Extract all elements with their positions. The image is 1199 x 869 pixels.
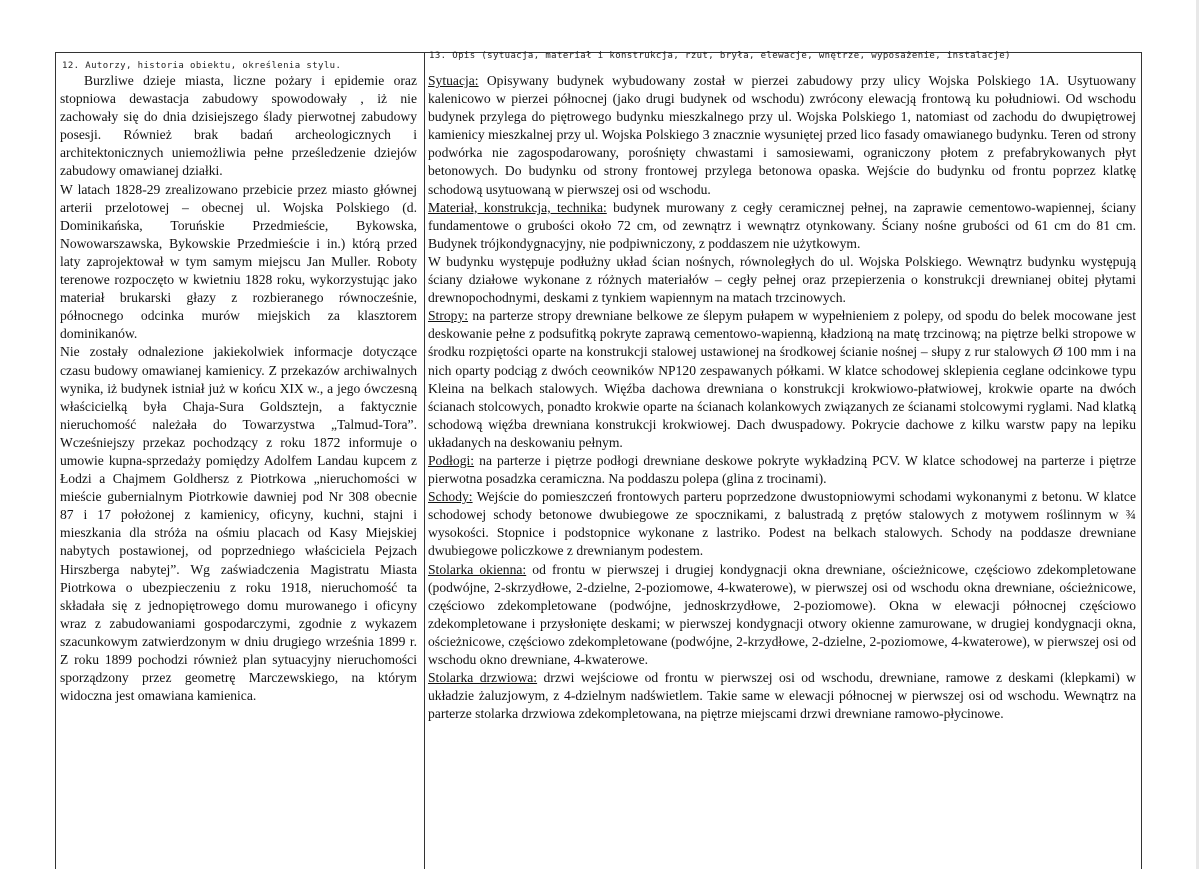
right-section-heading: 13. Opis (sytuacja, materiał i konstrukcja, rzut, bryła, elewacje, wnętrze, wyposażenie, instalacje)	[429, 51, 1011, 61]
desc-label: Stolarka drzwiowa:	[428, 670, 538, 686]
desc-label: Materiał, konstrukcja, technika:	[428, 199, 607, 215]
column-divider	[424, 52, 425, 869]
desc-paragraph-material	[428, 199, 1136, 253]
desc-label: Stropy:	[428, 308, 469, 324]
desc-text: Opisywany budynek wybudowany został w pierzei zabudowy przy ulicy Wojska Polskiego 1A. Usytuowany kalenicowo w pierzei północnej (jako drugi budynek od wschodu) zwrócony elewacją frontową ku południowi. Od wschodu budynek przylega do piętrowego budynku mieszkalnego przy ul. Wojska Polskiego 1, natomiast od zachodu do dwupiętrowej kamienicy mieszkalnej przy ul. Wojska Polskiego 3 znacznie wysuniętej przed lico fasady omawianego budynku. Teren od strony podwórka nie zagospodarowany, porośnięty chwastami i samosiewami, ograniczony płotem z prefabrykowanych płyt betonowych. Do budynku od strony frontowej przylega betonowa opaska. Wejście do budynku od frontu poprzez klatkę schodową usytuowaną w pierwszej osi od wschodu.	[428, 73, 1136, 197]
desc-label: Schody:	[428, 489, 473, 505]
left-section-heading: 12. Autorzy, historia obiektu, określenia stylu.	[62, 61, 342, 71]
desc-label: Podłogi:	[428, 452, 475, 468]
desc-label: Stolarka okienna:	[428, 561, 527, 577]
desc-paragraph-floors	[428, 452, 1136, 488]
desc-text: Wejście do pomieszczeń frontowych parteru poprzedzone dwustopniowymi schodami wykonanymi z betonu. W klatce schodowej schody betonowe dwubiegowe ze spocznikami, z balustradą z prętów stalowych z motywem roślinnym w ¾ wysokości. Stopnice i podstopnice wykonane z lastriko. Podest na belkach stalowych. Schody na poddasze drewniane dwubiegowe policzkowe z drewnianym podestem.	[428, 489, 1136, 559]
desc-paragraph-doors	[428, 669, 1136, 723]
frame-left-rule	[55, 52, 56, 869]
frame-right-rule	[1141, 52, 1142, 869]
desc-text: na parterze stropy drewniane belkowe ze ślepym pułapem w wypełnieniem z polepy, od spodu do belek mocowane jest deskowanie pełne z podsufitką pokryte zaprawą cementowo-wapienną, kładzioną na matę trzcinową; na piętrze belki stropowe w środku rozpiętości oparte na konstrukcji stalowej ustawionej na środkowej ścianie nośnej – słupy z rur stalowych Ø 100 mm i na nich oparty podciąg z dwóch ceowników NP120 zespawanych półkami. W klatce schodowej sklepienia ceglane odcinkowe typu Kleina na belkach stalowych. Więźba dachowa drewniana o konstrukcji krokwiowo-płatwiowej, krokwie oparte na dwóch ścianach stolcowych, ponadto krokwie oparte na ścianach kolankowych związanych ze ścianami stolcowymi ryglami. Nad klatką schodową więźba drewniana konstrukcji krokwiowej. Dach dwuspadowy. Pokrycie dachowe z kilku warstw papy na lepiku układanych na deskowaniu pełnym.	[428, 308, 1136, 450]
history-paragraph-2: W latach 1828-29 zrealizowano przebicie przez miasto głównej arterii przelotowej – obecnej ul. Wojska Polskiego (d. Dominikańska, Toruńskie Przedmieście, Bykowska, Nowowarszawska, Bykowskie Przedmieście i in.) którą przed laty zaprojektował w tym samym miejscu Jan Muller. Roboty terenowe rozpoczęto w kwietniu 1828 roku, wykorzystując jako materiał brukarski głazy z rozbieranego równocześnie, północnego odcinka murów miejskich za klasztorem dominikanów.	[60, 181, 417, 342]
desc-label: Sytuacja:	[428, 73, 479, 88]
desc-paragraph-situation	[428, 72, 1136, 199]
desc-paragraph-stairs	[428, 488, 1136, 560]
desc-text: od frontu w pierwszej i drugiej kondygnacji okna drewniane, ościeżnicowe, częściowo zdekompletowane (podwójne, 2-skrzydłowe, 2-dzielne, 2-poziomowe, 4-kwaterowe), w pierwszej osi od wschodu okna drewniane, ościeżnicowe, częściowo zdekompletowane (podwójne, jednoskrzydłowe, 2-poziomowe). Okna w elewacji północnej częściowo zdekompletowane i przysłonięte deskami; w pierwszej kondygnacji otwory okienne zamurowane, w drugiej kondygnacji okna, ościeżnicowe, częściowo zdekompletowane (podwójne, 2-krzydłowe, 2-dzielne, 2-poziomowe, 4-kwaterowe), w pierwszej osi od wschodu okno drewniane, 4-kwaterowe.	[428, 561, 1136, 667]
desc-text: na parterze i piętrze podłogi drewniane deskowe pokryte wykładziną PCV. W klatce schodowej na parterze i piętrze pierwotna posadzka ceramiczna. Na poddaszu polepa (glina z trocinami).	[428, 452, 1136, 487]
history-paragraph-3: Nie zostały odnalezione jakiekolwiek informacje dotyczące czasu budowy omawianej kamienicy. Z przekazów archiwalnych wynika, iż budynek istniał już w końcu XIX w., a jego ówczesną właścicielką była Chaja-Sura Goldsztejn, a faktycznie nieruchomość należała do Towarzystwa „Talmud-Tora”. Wcześniejszy przekaz pochodzący z roku 1872 informuje o umowie kupna-sprzedaży pomiędzy Adolfem Landau kupcem z Łodzi a Chajmem Goldhersz z Piotrkowa „nieruchomości w mieście gubernialnym Piotrkowie dawniej pod Nr 308 obecnie 87 i 17 położonej z kamienicy, oficyny, kuchni, stajni i mieszkania dla stróża na ośmiu placach od Kasy Miejskiej nabytych postawionej, od poprzedniego właściciela Pejzach Hirszberga nabytej”. Wg zaświadczenia Magistratu Miasta Piotrkowa o ubezpieczeniu z roku 1918, nieruchomość ta składała się z jednopiętrowego domu murowanego i oficyny wraz z zabudowaniami gospodarczymi, zgodnie z wykazem szacunkowym zatwierdzonym w dniu drugiego września 1899 r. Z roku 1899 pochodzi również plan sytuacyjny nieruchomości sporządzony przez geometrę Marczewskiego, na którym widoczna jest omawiana kamienica.	[60, 344, 417, 704]
desc-text: W budynku występuje podłużny układ ścian nośnych, równoległych do ul. Wojska Polskiego. Wewnątrz budynku występują ściany działowe wykonane z różnych materiałów – cegły pełnej oraz przepierzenia o konstrukcji drewnianej obitej płytami drewnopochodnymi, deskami z tynkiem wapiennym na matach trzcinowych.	[428, 253, 1136, 306]
desc-paragraph-ceilings	[428, 307, 1136, 452]
desc-paragraph-windows	[428, 561, 1136, 670]
history-column	[60, 72, 417, 705]
description-column	[428, 72, 1136, 723]
history-paragraph-1: Burzliwe dzieje miasta, liczne pożary i epidemie oraz stopniowa dewastacja zabudowy spowodowały , iż nie zachowały się do dnia dzisiejszego ślady pierwotnej zabudowy posesji. Również brak badań archeologicznych i architektonicznych uniemożliwia pełne prześledzenie dziejów zabudowy omawianej działki.	[60, 73, 417, 179]
desc-paragraph-walls	[428, 253, 1136, 307]
desc-text: budynek murowany z cegły ceramicznej pełnej, na zaprawie cementowo-wapiennej, ściany fundamentowe o grubości około 72 cm, od zewnątrz i wewnątrz otynkowany. Ściany nośne grubości od 61 cm do 81 cm. Budynek trójkondygnacyjny, nie podpiwniczony, z poddaszem nie użytkowym.	[428, 199, 1136, 251]
desc-text: drzwi wejściowe od frontu w pierwszej osi od wschodu, drewniane, ramowe z deskami (klepkami) w układzie żaluzjowym, z 4-dzielnym nadświetlem. Takie same w elewacji północnej w pierwszej osi od wschodu. Wewnątrz na parterze stolarka drzwiowa zdekompletowana, na piętrze miejscami drzwi drewniane ramowo-płycinowe.	[428, 670, 1136, 722]
